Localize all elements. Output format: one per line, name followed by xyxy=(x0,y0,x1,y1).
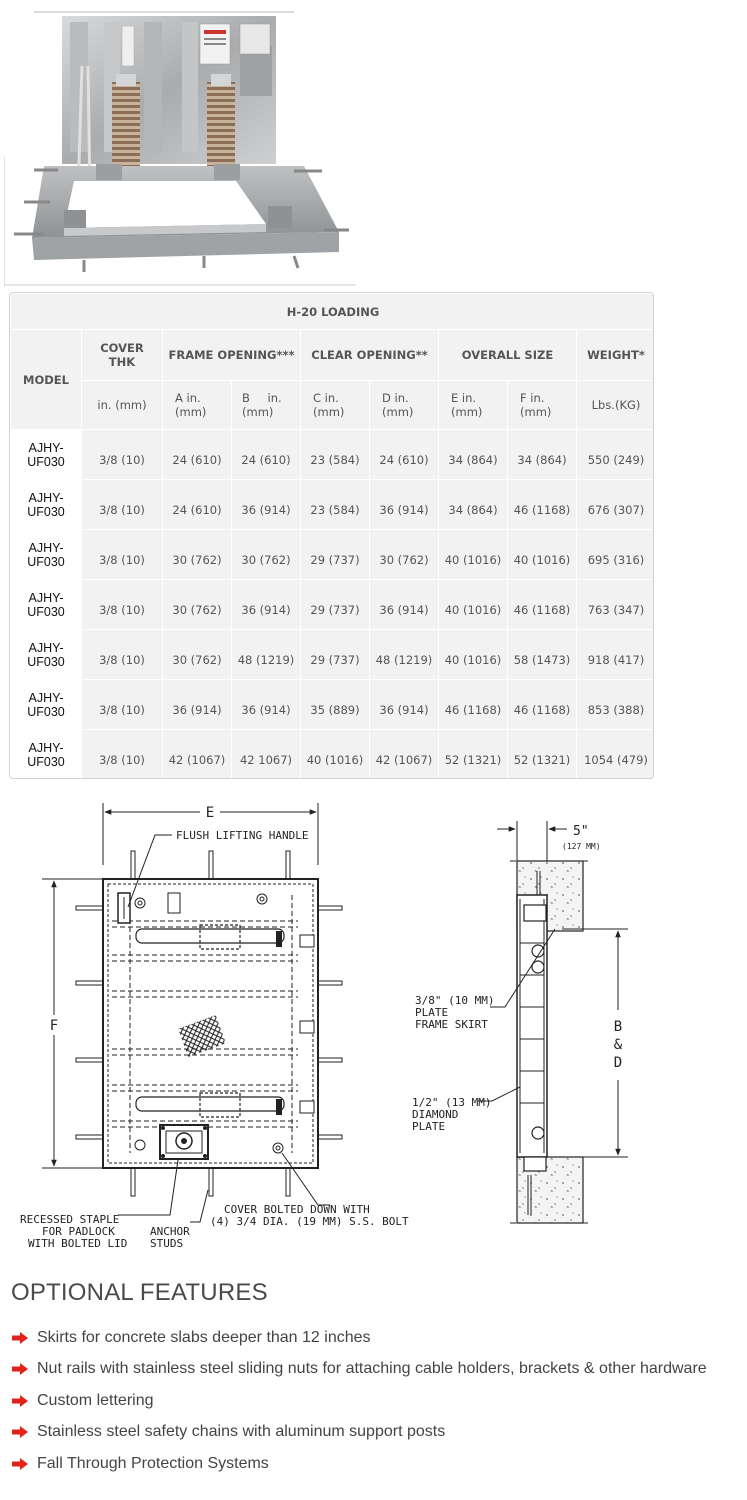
cell-weight: 1054 (479) xyxy=(577,730,655,780)
cell-e: 40 (1016) xyxy=(439,530,508,580)
list-item xyxy=(11,1448,741,1480)
spec-table-body xyxy=(11,430,655,780)
cell-e: 40 (1016) xyxy=(439,630,508,680)
header-cover-thk: COVER THK xyxy=(82,330,163,381)
cell-a: 30 (762) xyxy=(163,530,232,580)
label-cover-bolted-1: COVER BOLTED DOWN WITH xyxy=(224,1203,370,1216)
cell-b: 36 (914) xyxy=(232,580,301,630)
cell-d: 24 (610) xyxy=(370,430,439,480)
cell-model xyxy=(11,530,82,580)
cell-a: 24 (610) xyxy=(163,480,232,530)
cell-d: 48 (1219) xyxy=(370,630,439,680)
label-recessed-staple-2: FOR PADLOCK xyxy=(42,1225,115,1238)
label-cover-bolted-2: (4) 3/4 DIA. (19 MM) S.S. BOLT xyxy=(210,1215,409,1228)
model-label: AJHY-UF030 xyxy=(27,440,65,469)
label-diamond-1: 1/2" (13 MM) xyxy=(412,1096,492,1109)
dim-label-amp: & xyxy=(613,1037,623,1053)
unit-weight: Lbs.(KG) xyxy=(577,381,655,430)
label-anchor-2: STUDS xyxy=(150,1237,184,1250)
list-item xyxy=(11,1322,741,1354)
cell-weight: 550 (249) xyxy=(577,430,655,480)
feature-text: Nut rails with stainless steel sliding nuts for attaching cable holders, brackets & other hardware xyxy=(37,1360,707,1378)
dim-label-5in-mm: (127 MM) xyxy=(562,842,601,851)
unit-a: A in. (mm) xyxy=(163,381,232,430)
dim-label-b: B xyxy=(613,1019,623,1035)
unit-d: D in. (mm) xyxy=(370,381,439,430)
table-row xyxy=(11,630,655,680)
cell-cover: 3/8 (10) xyxy=(82,630,163,680)
dim-label-f: F xyxy=(49,1018,59,1034)
cell-e: 34 (864) xyxy=(439,430,508,480)
cell-cover: 3/8 (10) xyxy=(82,730,163,780)
dim-label-e: E xyxy=(205,805,215,821)
feature-text: Stainless steel safety chains with aluminum support posts xyxy=(37,1423,446,1441)
cell-b: 48 (1219) xyxy=(232,630,301,680)
label-anchor-1: ANCHOR xyxy=(150,1225,190,1238)
cell-f: 40 (1016) xyxy=(508,530,577,580)
header-model: MODEL xyxy=(11,330,82,430)
cell-c: 35 (889) xyxy=(301,680,370,730)
optional-features-title: OPTIONAL FEATURES xyxy=(11,1279,268,1306)
cell-model xyxy=(11,480,82,530)
technical-drawing xyxy=(0,795,747,1265)
model-label: AJHY-UF030 xyxy=(27,590,65,619)
cell-c: 40 (1016) xyxy=(301,730,370,780)
cell-model xyxy=(11,730,82,780)
cell-f: 46 (1168) xyxy=(508,480,577,530)
cell-weight: 695 (316) xyxy=(577,530,655,580)
cell-a: 30 (762) xyxy=(163,580,232,630)
dim-label-5in: 5" xyxy=(573,824,589,839)
cell-model xyxy=(11,580,82,630)
cell-a: 24 (610) xyxy=(163,430,232,480)
cell-a: 42 (1067) xyxy=(163,730,232,780)
cell-f: 52 (1321) xyxy=(508,730,577,780)
cell-d: 30 (762) xyxy=(370,530,439,580)
cell-cover: 3/8 (10) xyxy=(82,580,163,630)
cell-d: 36 (914) xyxy=(370,480,439,530)
cell-f: 58 (1473) xyxy=(508,630,577,680)
cell-e: 34 (864) xyxy=(439,480,508,530)
arrow-right-icon xyxy=(11,1362,29,1376)
dim-label-d: D xyxy=(613,1055,623,1071)
unit-f: F in. (mm) xyxy=(508,381,577,430)
label-skirt-1: 3/8" (10 MM) xyxy=(415,994,495,1007)
cell-model xyxy=(11,630,82,680)
cell-cover: 3/8 (10) xyxy=(82,530,163,580)
cell-e: 40 (1016) xyxy=(439,580,508,630)
model-label: AJHY-UF030 xyxy=(27,690,65,719)
spec-table-container xyxy=(9,292,654,779)
feature-text: Custom lettering xyxy=(37,1391,154,1409)
arrow-right-icon xyxy=(11,1425,29,1439)
cell-b: 36 (914) xyxy=(232,480,301,530)
model-label: AJHY-UF030 xyxy=(27,740,65,769)
table-row xyxy=(11,730,655,780)
cell-d: 36 (914) xyxy=(370,680,439,730)
cell-a: 30 (762) xyxy=(163,630,232,680)
cell-d: 42 (1067) xyxy=(370,730,439,780)
cell-weight: 676 (307) xyxy=(577,480,655,530)
label-skirt-3: FRAME SKIRT xyxy=(415,1018,488,1031)
cell-c: 29 (737) xyxy=(301,580,370,630)
cell-c: 23 (584) xyxy=(301,430,370,480)
unit-cover: in. (mm) xyxy=(82,381,163,430)
label-diamond-3: PLATE xyxy=(412,1120,446,1133)
cell-weight: 853 (388) xyxy=(577,680,655,730)
cell-cover: 3/8 (10) xyxy=(82,430,163,480)
cell-b: 42 1067) xyxy=(232,730,301,780)
list-item xyxy=(11,1385,741,1417)
table-row xyxy=(11,580,655,630)
unit-b: B in. (mm) xyxy=(232,381,301,430)
table-row xyxy=(11,430,655,480)
cell-model xyxy=(11,680,82,730)
table-row xyxy=(11,680,655,730)
cell-weight: 918 (417) xyxy=(577,630,655,680)
feature-text: Skirts for concrete slabs deeper than 12 inches xyxy=(37,1328,371,1346)
model-label: AJHY-UF030 xyxy=(27,640,65,669)
cell-c: 23 (584) xyxy=(301,480,370,530)
cell-model xyxy=(11,430,82,480)
cell-weight: 763 (347) xyxy=(577,580,655,630)
cell-e: 52 (1321) xyxy=(439,730,508,780)
cell-c: 29 (737) xyxy=(301,530,370,580)
product-photo xyxy=(4,6,356,286)
label-recessed-staple-3: WITH BOLTED LID xyxy=(28,1237,128,1250)
cell-e: 46 (1168) xyxy=(439,680,508,730)
label-diamond-2: DIAMOND xyxy=(412,1108,459,1121)
table-title: H-20 LOADING xyxy=(11,294,655,330)
header-clear-opening: CLEAR OPENING** xyxy=(301,330,439,381)
model-label: AJHY-UF030 xyxy=(27,490,65,519)
spec-table xyxy=(10,293,654,779)
table-row xyxy=(11,480,655,530)
cell-cover: 3/8 (10) xyxy=(82,480,163,530)
unit-e: E in. (mm) xyxy=(439,381,508,430)
cell-b: 36 (914) xyxy=(232,680,301,730)
list-item xyxy=(11,1354,741,1386)
cell-c: 29 (737) xyxy=(301,630,370,680)
table-row xyxy=(11,530,655,580)
header-weight: WEIGHT* xyxy=(577,330,655,381)
optional-features-list xyxy=(11,1322,741,1480)
cell-f: 34 (864) xyxy=(508,430,577,480)
label-skirt-2: PLATE xyxy=(415,1006,449,1019)
feature-text: Fall Through Protection Systems xyxy=(37,1454,269,1472)
cell-d: 36 (914) xyxy=(370,580,439,630)
cell-f: 46 (1168) xyxy=(508,580,577,630)
label-recessed-staple-1: RECESSED STAPLE xyxy=(20,1213,120,1226)
unit-c: C in. (mm) xyxy=(301,381,370,430)
label-flush-lifting-handle: FLUSH LIFTING HANDLE xyxy=(176,829,309,842)
cell-b: 24 (610) xyxy=(232,430,301,480)
header-overall-size: OVERALL SIZE xyxy=(439,330,577,381)
cell-f: 46 (1168) xyxy=(508,680,577,730)
cell-cover: 3/8 (10) xyxy=(82,680,163,730)
list-item xyxy=(11,1417,741,1449)
model-label: AJHY-UF030 xyxy=(27,540,65,569)
arrow-right-icon xyxy=(11,1394,29,1408)
cell-b: 30 (762) xyxy=(232,530,301,580)
cell-a: 36 (914) xyxy=(163,680,232,730)
arrow-right-icon xyxy=(11,1457,29,1471)
arrow-right-icon xyxy=(11,1331,29,1345)
header-frame-opening: FRAME OPENING*** xyxy=(163,330,301,381)
